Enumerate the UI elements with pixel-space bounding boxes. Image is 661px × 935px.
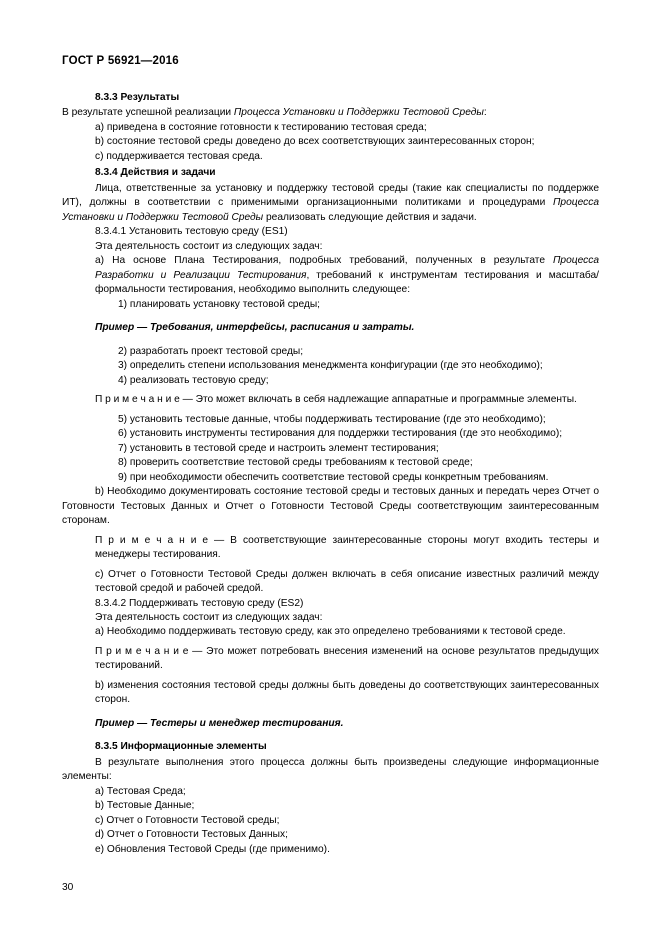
heading-8-3-5: 8.3.5 Информационные элементы	[95, 741, 267, 753]
note-3	[62, 645, 599, 674]
list-item-3341-a-7: 7) установить в тестовой среде и настроить элемент тестирования;	[118, 442, 439, 454]
item-a-part1: a) На основе Плана Тестирования, подробных требований, полученных в результате	[95, 255, 554, 267]
note-3-label: П р и м е ч а н и е	[95, 645, 189, 657]
heading-8-3-4-1: 8.3.4.1 Установить тестовую среду (ES1)	[95, 226, 288, 238]
example-2: Пример — Тестеры и менеджер тестирования.	[95, 717, 344, 729]
example-1: Пример — Требования, интерфейсы, расписания и затраты.	[95, 322, 415, 334]
paragraph-results-intro	[62, 106, 599, 120]
note-1-label: П р и м е ч а н и е	[95, 394, 180, 406]
list-item-3341-a-2: 2) разработать проект тестовой среды;	[118, 345, 304, 357]
s334-intro-part1: Лица, ответственные за установку и поддержку тестовой среды (такие как специалисты по поддержке ИТ), должны в соответствии с применимыми организационными политиками и процедурами	[62, 182, 599, 209]
paragraph-8-3-5-lead: В результате выполнения этого процесса должны быть произведены следующие информационные элементы:	[62, 756, 599, 783]
item-a-part2: , требований к инструментам тестирования и масштаба/формальности тестирования, необходимо выполнить следующее:	[95, 269, 599, 296]
note-1-text: — Это может включать в себя надлежащие аппаратные и программные элементы.	[179, 394, 577, 406]
list-item-3341-a-9: 9) при необходимости обеспечить соответствие тестовой среды конкретным требованиям.	[118, 471, 549, 483]
paragraph-8-3-4-intro	[62, 182, 599, 225]
list-item-3341-a-1: 1) планировать установку тестовой среды;	[118, 298, 321, 310]
list-item-333-c: c) поддерживается тестовая среда.	[95, 150, 263, 162]
paragraph-8-3-4-2-lead: Эта деятельность состоит из следующих задач:	[95, 611, 323, 623]
list-item-3341-b: b) Необходимо документировать состояние тестовой среды и тестовых данных и передать через Отчет о Готовности Тестовых Данных и Отчет о Готовности Тестовой Среды соответствующим заинтересованным сторонам.	[62, 486, 599, 527]
document-header: ГОСТ Р 56921—2016	[62, 55, 179, 67]
list-item-335-d: d) Отчет о Готовности Тестовых Данных;	[95, 829, 288, 841]
list-item-3341-a	[62, 254, 599, 297]
note-2-label: П р и м е ч а н и е	[95, 534, 209, 546]
results-intro-part2: :	[483, 107, 487, 119]
list-item-333-b: b) состояние тестовой среды доведено до всех соответствующих заинтересованных сторон;	[95, 136, 535, 148]
list-item-335-c: c) Отчет о Готовности Тестовой среды;	[95, 814, 280, 826]
list-item-3342-a: a) Необходимо поддерживать тестовую среду, как это определено требованиями к тестовой среде.	[95, 626, 566, 638]
list-item-3341-c: c) Отчет о Готовности Тестовой Среды должен включать в себя описание известных различий между тестовой средой и рабочей средой.	[95, 568, 599, 595]
list-item-335-a: a) Тестовая Среда;	[95, 785, 186, 797]
note-3-text: — Это может потребовать внесения изменений на основе результатов предыдущих тестирований.	[95, 645, 600, 672]
list-item-3341-a-5: 5) установить тестовые данные, чтобы поддерживать тестирование (где это необходимо);	[118, 413, 546, 425]
note-1	[62, 393, 599, 407]
list-item-3341-a-8: 8) проверить соответствие тестовой среды требованиям к тестовой среде;	[118, 457, 473, 469]
list-item-3342-b: b) изменения состояния тестовой среды должны быть доведены до соответствующих заинтересованных сторон.	[95, 679, 599, 706]
s334-intro-part2: реализовать следующие действия и задачи.	[263, 211, 477, 223]
item-a-italic: Процесса Разработки и Реализации Тестирования	[95, 255, 599, 281]
note-2-text: — В соответствующие заинтересованные стороны могут входить тестеры и менеджеры тестирования.	[95, 534, 600, 561]
list-item-3341-a-3: 3) определить степени использования менеджмента конфигурации (где это необходимо);	[118, 360, 543, 372]
note-2	[62, 534, 599, 563]
paragraph-8-3-4-1-lead: Эта деятельность состоит из следующих задач:	[95, 240, 323, 252]
results-intro-part1: В результате успешной реализации	[62, 107, 234, 119]
list-item-335-e: e) Обновления Тестовой Среды (где применимо).	[95, 843, 330, 855]
list-item-3341-a-6: 6) установить инструменты тестирования для поддержки тестирования (где это необходимо);	[118, 428, 563, 440]
page-number: 30	[62, 882, 74, 893]
list-item-3341-a-4: 4) реализовать тестовую среду;	[118, 374, 269, 386]
heading-8-3-4: 8.3.4 Действия и задачи	[95, 167, 216, 179]
heading-8-3-3: 8.3.3 Результаты	[95, 92, 180, 103]
s334-intro-italic: Процесса Установки и Поддержки Тестовой Среды	[62, 197, 599, 223]
heading-8-3-4-2: 8.3.4.2 Поддерживать тестовую среду (ES2)	[95, 597, 304, 609]
list-item-335-b: b) Тестовые Данные;	[95, 800, 195, 812]
document-body	[62, 91, 599, 857]
list-item-333-a: a) приведена в состояние готовности к тестированию тестовая среда;	[95, 121, 427, 133]
results-intro-italic: Процесса Установки и Поддержки Тестовой Среды	[233, 107, 484, 119]
